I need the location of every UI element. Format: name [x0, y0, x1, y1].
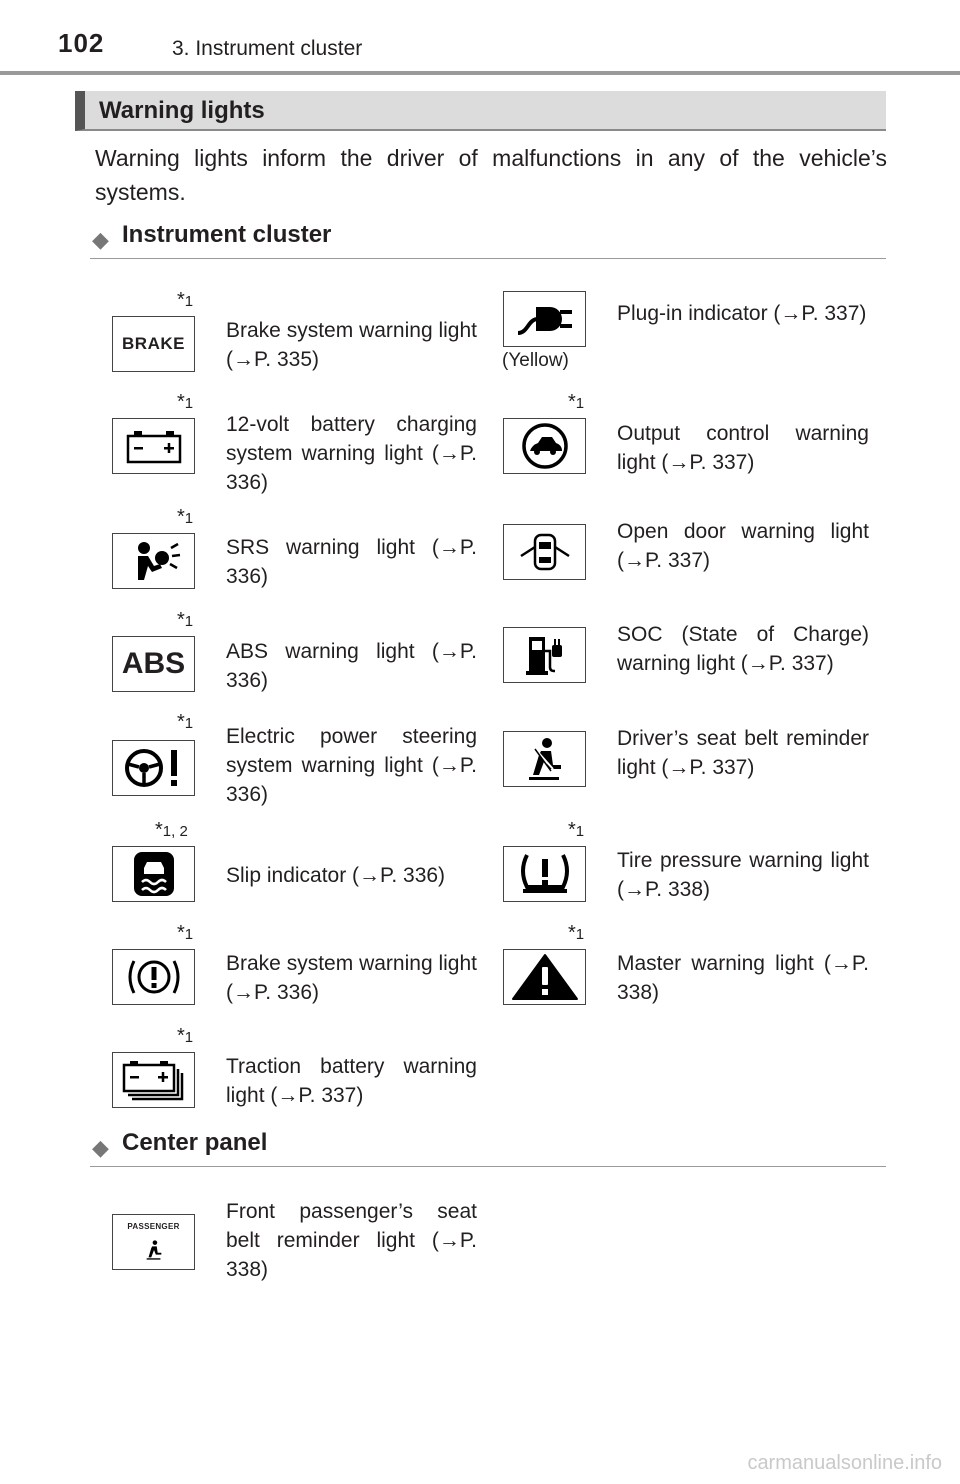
diamond-icon: ◆ — [92, 1135, 109, 1160]
warning-desc: Brake system warning light (→P. 336) — [226, 952, 477, 1004]
footnote-marker: *1 — [177, 506, 194, 528]
abs-text-icon — [112, 636, 195, 692]
srs-airbag-icon — [112, 533, 195, 589]
brake-icon-text: BRAKE — [122, 334, 185, 353]
subheading-label: Instrument cluster — [122, 221, 332, 248]
subheading-label: Center panel — [122, 1129, 268, 1156]
warning-desc: Master warning light (→P. 338) — [617, 952, 869, 1004]
warning-desc: Front passenger’s seat belt reminder light (→P. 338) — [226, 1200, 477, 1281]
footnote-marker: *1 — [177, 391, 194, 413]
footnote-marker: *1 — [568, 819, 585, 841]
footnote-marker: *1 — [568, 922, 585, 944]
warning-desc: SOC (State of Charge) warning light (→P. 337) — [617, 623, 869, 675]
footnote-marker: *1 — [177, 922, 194, 944]
chapter-title: 3. Instrument cluster — [172, 37, 363, 60]
traction-battery-icon — [112, 1052, 195, 1108]
battery-icon — [112, 418, 195, 474]
footnote-marker: *1 — [568, 391, 585, 413]
tire-pressure-icon — [503, 846, 586, 902]
section-title: Warning lights — [99, 97, 265, 124]
plug-icon — [503, 291, 586, 347]
warning-desc: SRS warning light (→P. 336) — [226, 536, 477, 588]
seat-belt-icon — [503, 731, 586, 787]
warning-desc: Slip indicator (→P. 336) — [226, 864, 446, 887]
footnote-marker: *1 — [177, 1025, 194, 1047]
section-header — [75, 91, 886, 131]
warning-desc: ABS warning light (→P. 336) — [226, 640, 477, 692]
warning-desc: Driver’s seat belt reminder light (→P. 337) — [617, 727, 869, 779]
slip-indicator-icon — [112, 846, 195, 902]
subheading-instrument-cluster — [90, 219, 886, 259]
warning-desc: Plug-in indicator (→P. 337) — [617, 302, 867, 325]
subheading-center-panel — [90, 1127, 886, 1167]
soc-fuel-plug-icon — [503, 627, 586, 683]
watermark: carmanualsonline.info — [747, 1452, 942, 1474]
diamond-icon: ◆ — [92, 227, 109, 252]
warning-desc: Electric power steering system warning light (→P. 336) — [226, 725, 477, 806]
warning-desc: 12-volt battery charging system warning light (→P. 336) — [226, 413, 477, 494]
master-warning-icon — [503, 949, 586, 1005]
header-rule — [0, 71, 960, 75]
warning-desc: Brake system warning light (→P. 335) — [226, 319, 477, 371]
color-caption: (Yellow) — [502, 350, 569, 371]
abs-icon-text: ABS — [121, 647, 186, 680]
intro-paragraph: Warning lights inform the driver of malfunctions in any of the vehicle’s systems. — [95, 145, 887, 205]
output-control-icon — [503, 418, 586, 474]
passenger-icon-text: PASSENGER — [127, 1221, 180, 1231]
footnote-marker: *1, 2 — [155, 819, 188, 841]
footnote-marker: *1 — [177, 609, 194, 631]
steering-wheel-warning-icon — [112, 740, 195, 796]
warning-desc: Tire pressure warning light (→P. 338) — [617, 849, 869, 901]
warning-desc: Open door warning light (→P. 337) — [617, 520, 869, 572]
warning-desc: Output control warning light (→P. 337) — [617, 422, 869, 474]
warning-desc: Traction battery warning light (→P. 337) — [226, 1055, 477, 1107]
footnote-marker: *1 — [177, 711, 194, 733]
open-door-icon — [503, 524, 586, 580]
brake-text-icon — [112, 316, 195, 372]
page-number: 102 — [58, 28, 105, 58]
footnote-marker: *1 — [177, 289, 194, 311]
brake-circle-icon — [112, 949, 195, 1005]
passenger-seat-belt-icon — [112, 1214, 195, 1270]
